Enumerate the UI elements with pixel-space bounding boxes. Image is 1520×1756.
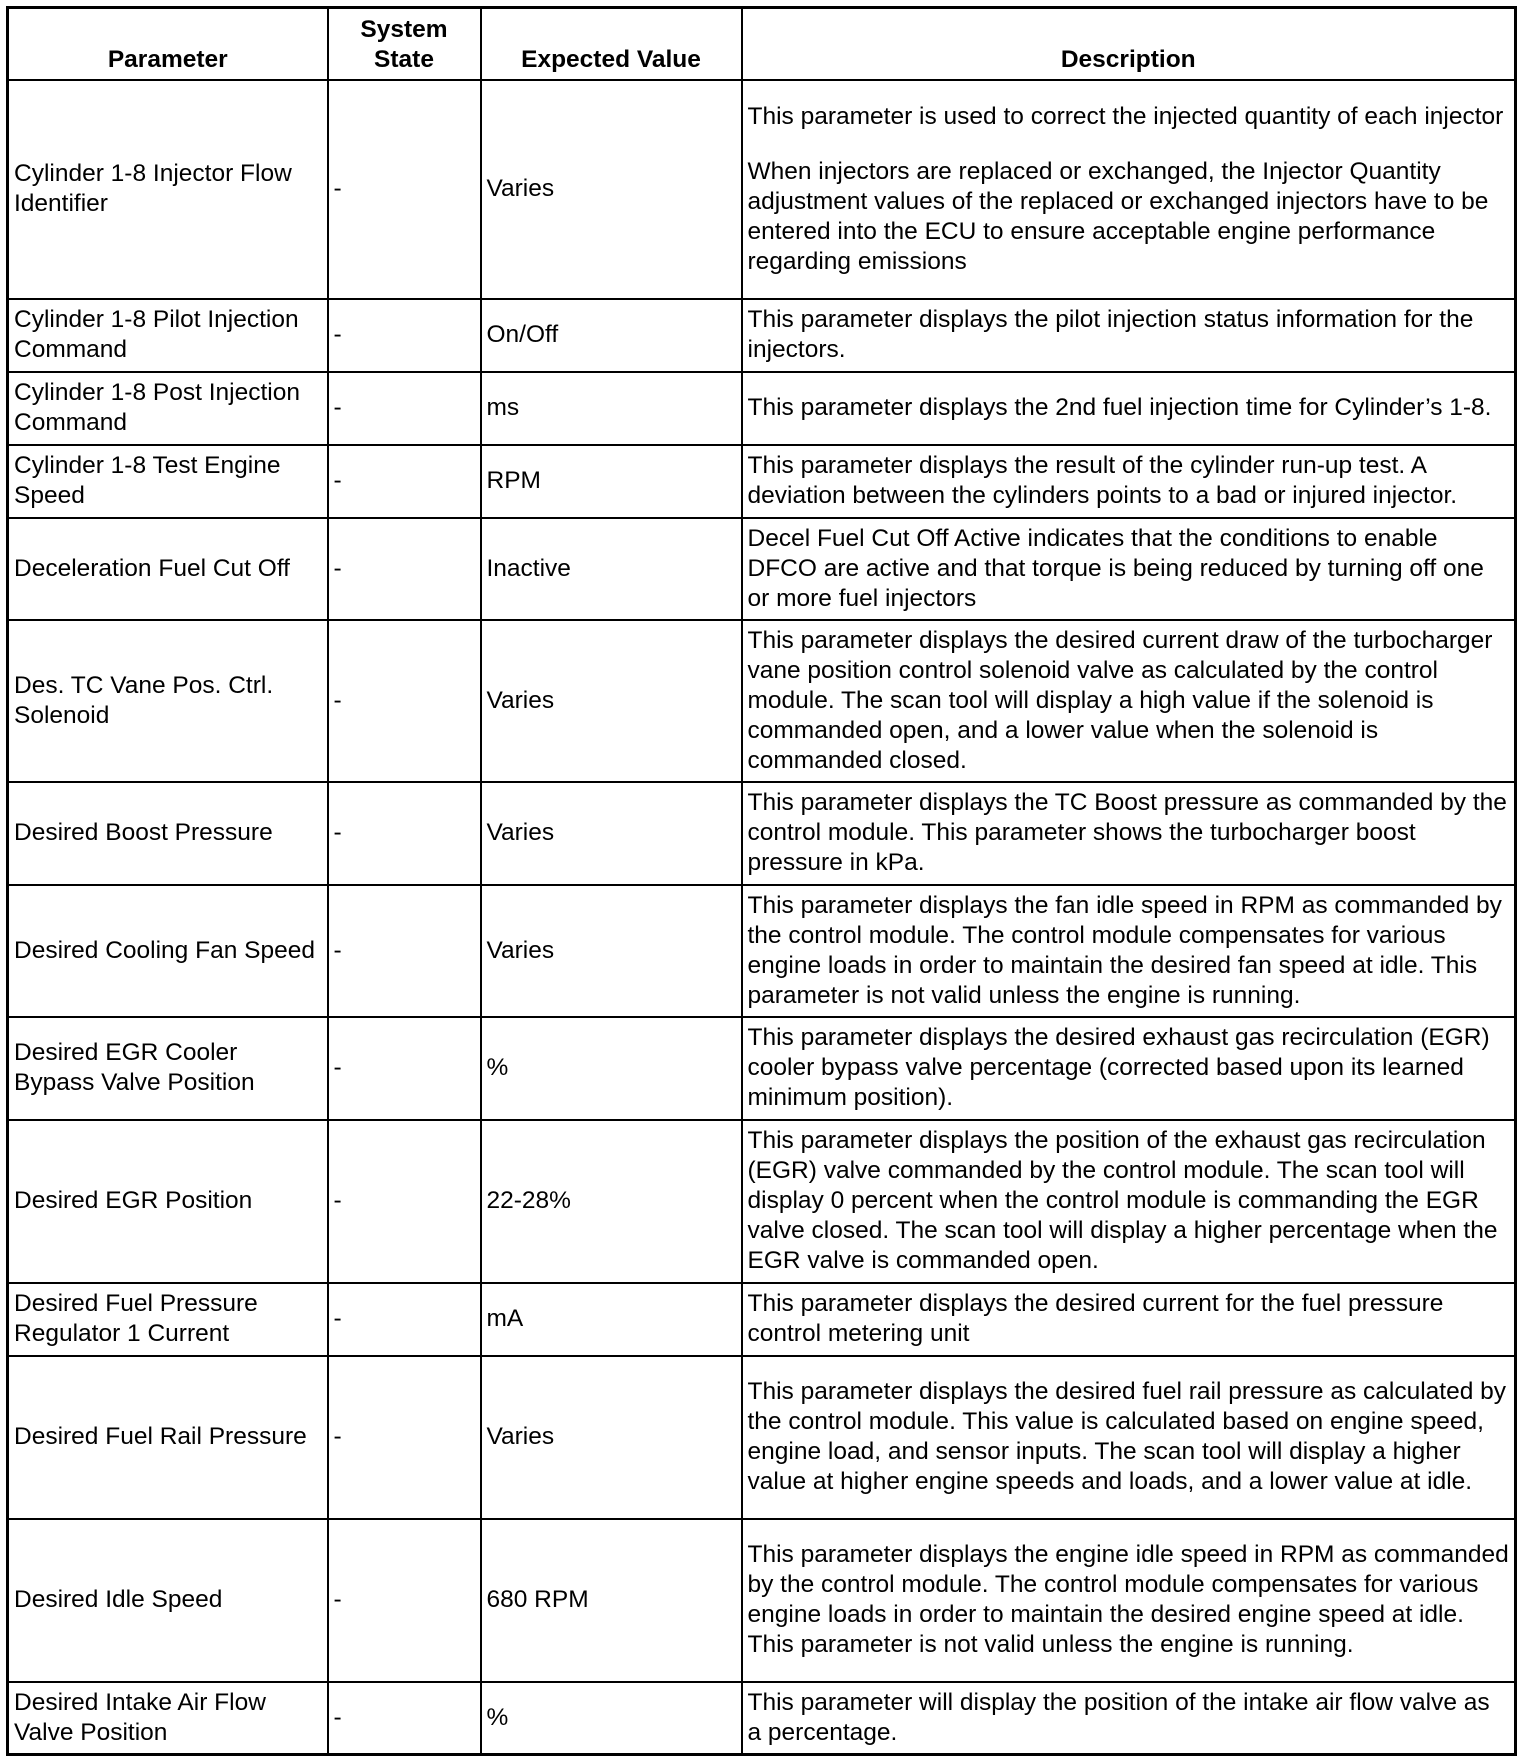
- header-expected-value: Expected Value: [481, 8, 742, 80]
- table-row: [8, 885, 1516, 1017]
- description-paragraph: This parameter is used to correct the injected quantity of each injector: [747, 102, 1504, 130]
- cell-description: This parameter displays the TC Boost pressure as commanded by the control module. This parameter shows the turbocharger boost pressure in kPa.: [742, 782, 1516, 885]
- cell-description: Decel Fuel Cut Off Active indicates that the conditions to enable DFCO are active and that torque is being reduced by turning off one or more fuel injectors: [742, 518, 1516, 620]
- cell-expected-value: RPM: [481, 445, 742, 518]
- cell-system-state: -: [328, 1356, 481, 1519]
- cell-description: This parameter will display the position of the intake air flow valve as a percentage.: [742, 1682, 1516, 1755]
- cell-description: This parameter displays the fan idle speed in RPM as commanded by the control module. The control module compensates for various engine loads in order to maintain the desired fan speed at idle. This parameter is not valid unless the engine is running.: [742, 885, 1516, 1017]
- cell-system-state: -: [328, 1017, 481, 1120]
- table-row: [8, 518, 1516, 620]
- header-parameter: Parameter: [8, 8, 328, 80]
- cell-parameter: Des. TC Vane Pos. Ctrl. Solenoid: [8, 620, 328, 782]
- cell-description: This parameter displays the result of the cylinder run-up test. A deviation between the cylinders points to a bad or injured injector.: [742, 445, 1516, 518]
- cell-parameter: Cylinder 1-8 Injector Flow Identifier: [8, 80, 328, 299]
- cell-system-state: -: [328, 1519, 481, 1682]
- cell-description: This parameter displays the pilot injection status information for the injectors.: [742, 299, 1516, 372]
- cell-expected-value: %: [481, 1682, 742, 1755]
- cell-expected-value: Inactive: [481, 518, 742, 620]
- cell-parameter: Desired Cooling Fan Speed: [8, 885, 328, 1017]
- cell-system-state: -: [328, 372, 481, 445]
- cell-expected-value: ms: [481, 372, 742, 445]
- cell-description: This parameter displays the desired current for the fuel pressure control metering unit: [742, 1283, 1516, 1356]
- header-system-state-line1: System: [360, 15, 448, 43]
- cell-parameter: Desired EGR Position: [8, 1120, 328, 1283]
- cell-expected-value: Varies: [481, 782, 742, 885]
- cell-expected-value: %: [481, 1017, 742, 1120]
- cell-expected-value: mA: [481, 1283, 742, 1356]
- table-row: [8, 1120, 1516, 1283]
- description-paragraph: When injectors are replaced or exchanged, the Injector Quantity adjustment values of the replaced or exchanged injectors have to be entered into the ECU to ensure acceptable engine performance regarding emissions: [747, 157, 1489, 275]
- table-row: [8, 1519, 1516, 1682]
- table-row: [8, 372, 1516, 445]
- cell-description: This parameter displays the desired exhaust gas recirculation (EGR) cooler bypass valve percentage (corrected based upon its learned minimum position).: [742, 1017, 1516, 1120]
- cell-system-state: -: [328, 885, 481, 1017]
- cell-system-state: -: [328, 80, 481, 299]
- cell-parameter: Desired Intake Air Flow Valve Position: [8, 1682, 328, 1755]
- cell-parameter: Cylinder 1-8 Test Engine Speed: [8, 445, 328, 518]
- cell-parameter: Desired Fuel Pressure Regulator 1 Current: [8, 1283, 328, 1356]
- cell-description: This parameter displays the 2nd fuel injection time for Cylinder’s 1-8.: [742, 372, 1516, 445]
- cell-system-state: -: [328, 1682, 481, 1755]
- cell-expected-value: Varies: [481, 80, 742, 299]
- parameter-table: [6, 6, 1517, 1756]
- cell-parameter: Desired EGR Cooler Bypass Valve Position: [8, 1017, 328, 1120]
- cell-system-state: -: [328, 1120, 481, 1283]
- cell-parameter: Deceleration Fuel Cut Off: [8, 518, 328, 620]
- header-description: Description: [742, 8, 1516, 80]
- header-system-state-line2: State: [374, 45, 434, 73]
- cell-expected-value: On/Off: [481, 299, 742, 372]
- cell-system-state: -: [328, 782, 481, 885]
- cell-parameter: Cylinder 1-8 Pilot Injection Command: [8, 299, 328, 372]
- cell-expected-value: 680 RPM: [481, 1519, 742, 1682]
- cell-system-state: -: [328, 620, 481, 782]
- table-row: [8, 445, 1516, 518]
- table-row: [8, 1356, 1516, 1519]
- cell-description: This parameter displays the desired fuel rail pressure as calculated by the control module. This value is calculated based on engine speed, engine load, and sensor inputs. The scan tool will display a higher value at higher engine speeds and loads, and a lower value at idle.: [742, 1356, 1516, 1519]
- cell-parameter: Cylinder 1-8 Post Injection Command: [8, 372, 328, 445]
- cell-description: This parameter displays the position of the exhaust gas recirculation (EGR) valve commanded by the control module. The scan tool will display 0 percent when the control module is commanding the EGR valve closed. The scan tool will display a higher percentage when the EGR valve is commanded open.: [742, 1120, 1516, 1283]
- table-row: [8, 1283, 1516, 1356]
- cell-expected-value: 22-28%: [481, 1120, 742, 1283]
- cell-parameter: Desired Fuel Rail Pressure: [8, 1356, 328, 1519]
- cell-description: This parameter displays the desired current draw of the turbocharger vane position control solenoid valve as calculated by the control module. The scan tool will display a high value if the solenoid is commanded open, and a lower value when the solenoid is commanded closed.: [742, 620, 1516, 782]
- cell-expected-value: Varies: [481, 885, 742, 1017]
- parameter-table-container: [6, 6, 1517, 1756]
- cell-system-state: -: [328, 299, 481, 372]
- cell-parameter: Desired Idle Speed: [8, 1519, 328, 1682]
- cell-parameter: Desired Boost Pressure: [8, 782, 328, 885]
- table-row: [8, 1017, 1516, 1120]
- cell-expected-value: Varies: [481, 1356, 742, 1519]
- table-row: [8, 80, 1516, 299]
- cell-expected-value: Varies: [481, 620, 742, 782]
- cell-system-state: -: [328, 1283, 481, 1356]
- table-row: [8, 1682, 1516, 1755]
- table-row: [8, 299, 1516, 372]
- cell-description: This parameter displays the engine idle speed in RPM as commanded by the control module. The control module compensates for various engine loads in order to maintain the desired engine speed at idle. This parameter is not valid unless the engine is running.: [742, 1519, 1516, 1682]
- cell-system-state: -: [328, 445, 481, 518]
- header-row: [8, 8, 1516, 80]
- table-row: [8, 782, 1516, 885]
- table-row: [8, 620, 1516, 782]
- cell-system-state: -: [328, 518, 481, 620]
- cell-description: [742, 80, 1516, 299]
- header-system-state: [328, 8, 481, 80]
